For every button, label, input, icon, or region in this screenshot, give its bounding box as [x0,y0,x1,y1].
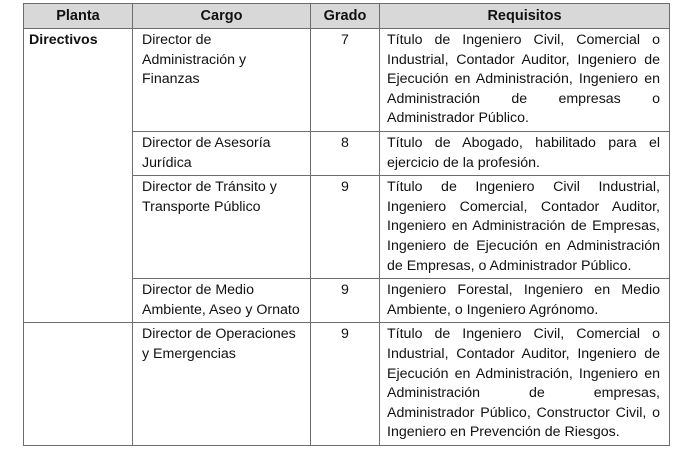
cargos-table [23,3,670,446]
header-requisitos: Requisitos [380,4,670,29]
grado-cell: 9 [311,176,380,279]
requisitos-cell: Ingeniero Forestal, Ingeniero en Medio Ambiente, o Ingeniero Agrónomo. [380,279,670,323]
cargo-cell: Director de Tránsito y Transporte Público [133,176,311,279]
header-planta: Planta [24,4,133,29]
cargo-cell: Director de Medio Ambiente, Aseo y Ornato [133,279,311,323]
cargo-cell: Director de Operaciones y Emergencias [133,323,311,446]
table-row [24,323,670,446]
planta-cell: Directivos [24,29,133,323]
grado-cell: 9 [311,323,380,446]
header-cargo: Cargo [133,4,311,29]
cargo-cell: Director de Administración y Finanzas [133,29,311,132]
grado-cell: 8 [311,131,380,175]
grado-cell: 9 [311,279,380,323]
requisitos-cell: Título de Abogado, habilitado para el ejercicio de la profesión. [380,131,670,175]
requisitos-cell: Título de Ingeniero Civil, Comercial o Industrial, Contador Auditor, Ingeniero de Ejecución en Administración, Ingeniero en Administración de empresas o Administrador Público. [380,29,670,132]
grado-cell: 7 [311,29,380,132]
cargo-cell: Director de Asesoría Jurídica [133,131,311,175]
table-row [24,29,670,132]
requisitos-cell: Título de Ingeniero Civil, Comercial o Industrial, Contador Auditor, Ingeniero de Ejecución en Administración, Ingeniero en Administración de empresas, Administrador Público, Constructor Civil, o Ingeniero en Prevención de Riesgos. [380,323,670,446]
header-grado: Grado [311,4,380,29]
requisitos-cell: Título de Ingeniero Civil Industrial, Ingeniero Comercial, Contador Auditor, Ingeniero en Administración de Empresas, Ingeniero de Ejecución en Administración de Empresas, o Administrador Público. [380,176,670,279]
header-row [24,4,670,29]
planta-cell [24,323,133,446]
